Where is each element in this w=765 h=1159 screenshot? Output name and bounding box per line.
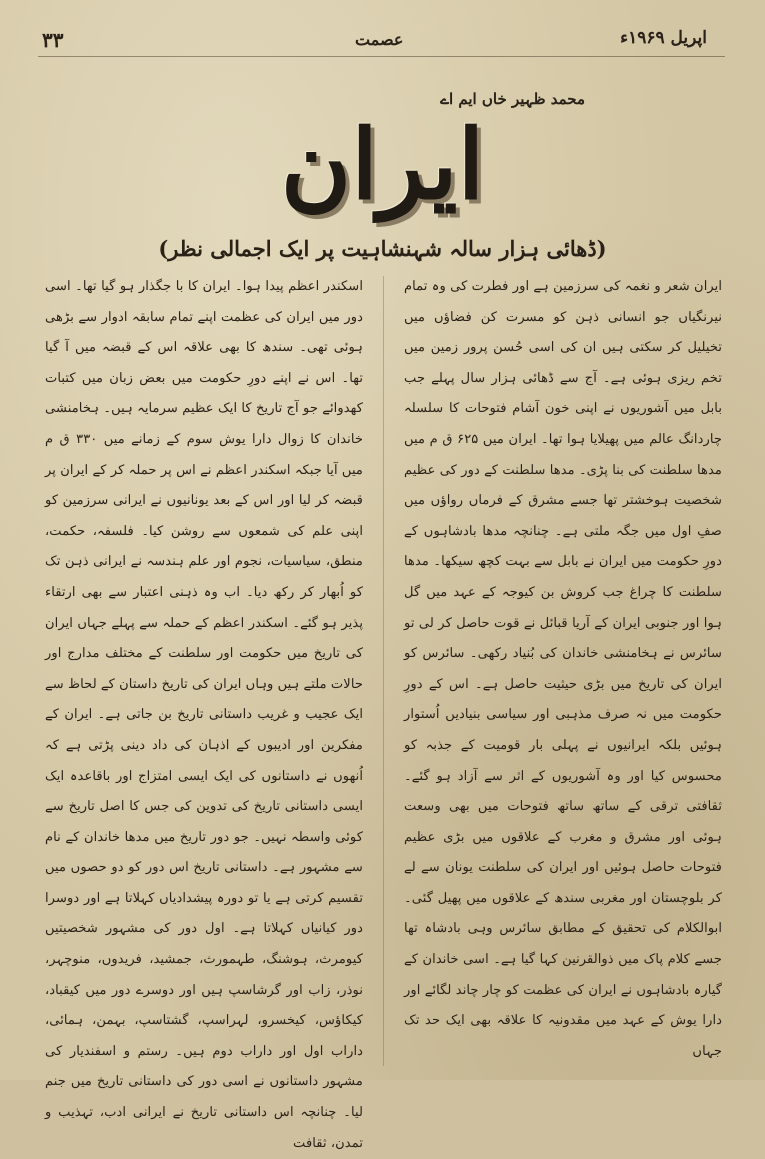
page-number: ۳۳: [42, 28, 64, 52]
column-divider: [383, 276, 384, 1066]
article-subtitle: (ڈھائی ہزار سالہ شہنشاہیت پر ایک اجمالی نظر): [158, 236, 607, 261]
issue-date: اپریل ۱۹۶۹ء: [620, 28, 707, 48]
text-column-left: [45, 272, 363, 1159]
text-column-right: [404, 272, 722, 1067]
article-author: محمد ظہیر خاں ایم اے: [440, 90, 585, 108]
header-rule: [38, 56, 725, 57]
article-title: ایران: [280, 108, 485, 221]
column-left-paragraph: اسکندر اعظم پیدا ہوا۔ ایران کا با جگذار ہو گیا تھا۔ اسی دور میں ایران کی عظمت اپنے تمام سابقہ ادوار سے بڑھی ہوئی تھی۔ سندھ کا بھی علاقہ اس کے قبضہ میں آ گیا تھا۔ اس نے اپنے دورِ حکومت میں بعض زبان میں کتبات کھدوائے جو آج تاریخ کا ایک عظیم سرمایہ ہیں۔ ہخامنشی خاندان کا زوال دارا یوش سوم کے زمانے میں ۳۳۰ ق م میں آیا جبکہ اسکندر اعظم نے اس پر حملہ کر کے ایران پر قبضہ کر لیا اور اس کے بعد یونانیوں نے ایرانی سرزمین کو اپنی علم کی شمعوں سے روشن کیا۔ فلسفہ، حکمت، منطق، سیاسیات، نجوم اور علم ہندسہ نے ایرانی ذہن تک کو اُبھار کر رکھ دیا۔ اب وہ ذہنی اعتبار سے بھی ارتقاء پذیر ہو گئے۔ اسکندر اعظم کے حملہ سے پہلے جہاں ایران کی تاریخ میں حکومت اور سلطنت کے مختلف مدارج اور حالات ملتے ہیں وہاں ایران کی تاریخ داستان کے لحاظ سے ایک عجیب و غریب داستانی تاریخ بن جاتی ہے۔ ایران کے مفکرین اور ادیبوں کے اذہان کی داد دینی پڑتی ہے کہ اُنھوں نے داستانوں کی ایک ایسی امتزاج اور باقاعدہ ایک ایسی داستانی تاریخ کی تدوین کی جس کا اصل تاریخ سے کوئی واسطہ نہیں۔ جو دور تاریخ میں مدھا خاندان کے نام سے مشہور ہے۔ داستانی تاریخ اس دور کو دو حصوں میں تقسیم کرتی ہے یا تو دورہ پیشدادیاں کہلاتا ہے اور دوسرا دور کیانیاں کہلاتا ہے۔ اول دور کی مشہور شخصیتیں کیومرث، ہوشنگ، طہمورث، جمشید، فریدوں، منوچہر، نوذر، زاب اور گرشاسپ ہیں اور دوسرے دور میں کیقباد، کیکاؤس، کیخسرو، لہراسپ، گشتاسپ، بہمن، ہمائی، داراب اول اور داراب دوم ہیں۔ رستم و اسفندیار کی مشہور داستانوں نے اسی دور کی داستانی تاریخ میں جنم لیا۔ چنانچہ اس داستانی تاریخ نے ایرانی ادب، تہذیب و تمدن، ثقافت: [45, 279, 364, 1151]
column-right-paragraph: ایران شعر و نغمہ کی سرزمین ہے اور فطرت کی وہ تمام نیرنگیاں جو انسانی ذہن کو مسرت کن فضاؤں میں تخیلیل کر سکتی ہیں ان کی اسی حُسن پرور زمین میں تخم ریزی ہوئی ہے۔ آج سے ڈھائی ہزار سال پہلے جب بابل میں آشوریوں نے اپنی خون آشام فتوحات کا سلسلہ چاردانگ عالم میں پھیلایا ہوا تھا۔ ایران میں ۶۲۵ ق م میں مدھا سلطنت کی بنا پڑی۔ مدھا سلطنت کے دور کی عظیم شخصیت ہوخشتر تھا جسے مشرق کے فرماں رواؤں میں صفِ اول میں جگہ ملتی ہے۔ چنانچہ مدھا بادشاہوں کے دورِ حکومت میں ایران نے بابل سے بہت کچھ سیکھا۔ مدھا سلطنت کا چراغ جب کروش بن کیوجہ کے عہد میں گل ہوا اور جنوبی ایران کے آریا قبائل نے قوت حاصل کر لی تو سائرس نے ہخامنشی خاندان کی بُنیاد رکھی۔ سائرس کو ایران کی تاریخ میں بڑی حیثیت حاصل ہے۔ اس کے دورِ حکومت میں نہ صرف مذہبی اور سیاسی بنیادیں اُستوار ہوئیں بلکہ ایرانیوں نے پہلی بار قومیت کے جذبہ کو محسوس کیا اور وہ آشوریوں کے اثر سے آزاد ہو گئے۔ ثقافتی ترقی کے ساتھ ساتھ فتوحات میں بھی وسعت ہوئی اور مشرق و مغرب کے علاقوں میں بڑی عظیم فتوحات حاصل ہوئیں اور ایران کی سلطنت یونان سے لے کر بلوچستان اور مغربی سندھ کے علاقوں میں پھیل گئی۔ ابوالکلام کی تحقیق کے مطابق سائرس وہی بادشاہ تھا جسے کلام پاک میں ذوالقرنین کہا گیا ہے۔ اسی خاندان کے گیارہ بادشاہوں نے ایران کی عظمت کو چار چاند لگائے اور دارا یوش کے عہد میں مقدونیہ کا علاقہ بھی ایک حد تک جہاں: [404, 279, 723, 1059]
magazine-name: عصمت: [355, 30, 404, 49]
